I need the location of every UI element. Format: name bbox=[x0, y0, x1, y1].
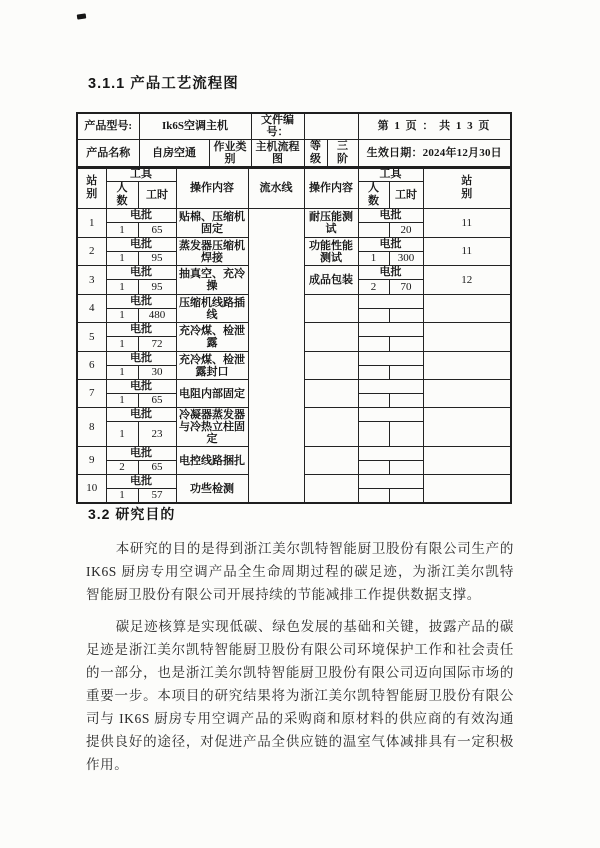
operation-cell-right bbox=[304, 352, 358, 380]
tool-header-left: 工具 bbox=[106, 167, 176, 182]
operation-cell-right bbox=[304, 380, 358, 408]
operation-cell-left: 充冷煤、检泄露 bbox=[176, 323, 248, 352]
operation-cell-left: 充冷煤、检泄露封口 bbox=[176, 352, 248, 380]
tool-name-cell-right bbox=[358, 380, 423, 394]
people-header-right-text: 人数 bbox=[367, 182, 379, 208]
work-hours-cell-left: 65 bbox=[138, 223, 176, 238]
work-hours-cell-left: 72 bbox=[138, 337, 176, 352]
station-cell-left: 7 bbox=[77, 380, 106, 408]
people-count-cell-right: 1 bbox=[358, 252, 389, 266]
tool-name-cell-left: 电批 bbox=[106, 475, 176, 489]
station-header-right bbox=[423, 167, 511, 209]
station-cell-left: 8 bbox=[77, 408, 106, 447]
product-name-value: 自房空通 bbox=[139, 139, 209, 168]
people-count-cell-right bbox=[358, 461, 389, 475]
page-number-info: 第 1 页 ： 共 1 3 页 bbox=[358, 113, 511, 139]
job-type-label: 作业类别 bbox=[209, 139, 251, 168]
people-count-cell-left: 1 bbox=[106, 489, 138, 504]
product-model-label: 产品型号: bbox=[77, 113, 139, 139]
flow-line-cell bbox=[248, 209, 304, 504]
research-purpose-paragraph-2: 碳足迹核算是实现低碳、绿色发展的基础和关键，披露产品的碳足迹是浙江美尔凯特智能厨卫股份有限公司环境保护工作和社会责任的一部分，也是浙江美尔凯特智能厨卫股份有限公司迈向国际市场的重要一步。本项目的研究结果将为浙江美尔凯特智能厨卫股份有限公司与 IK6S 厨房专用空调产品的采购商和原材料的供应商的有效沟通提供良好的途径，对促进产品全供应链的温室气体减排具有一定积极作用。 bbox=[86, 619, 514, 772]
people-header-right bbox=[358, 182, 389, 209]
station-cell-right bbox=[423, 408, 511, 447]
tool-name-cell-left: 电批 bbox=[106, 238, 176, 252]
people-count-cell-right bbox=[358, 489, 389, 504]
people-count-cell-left: 1 bbox=[106, 422, 138, 447]
operation-cell-right: 成品包装 bbox=[304, 266, 358, 295]
doc-number-label: 文件编号： bbox=[251, 113, 304, 139]
station-cell-left: 5 bbox=[77, 323, 106, 352]
level-value-text: 三阶 bbox=[336, 140, 348, 166]
station-cell-right: 11 bbox=[423, 209, 511, 238]
people-count-cell-right bbox=[358, 422, 389, 447]
product-info-table bbox=[76, 112, 512, 169]
process-table-body bbox=[77, 167, 511, 503]
people-count-cell-left: 1 bbox=[106, 223, 138, 238]
tool-header-right: 工具 bbox=[358, 167, 423, 182]
operation-cell-left: 压缩机线路插线 bbox=[176, 295, 248, 323]
tool-name-cell-right bbox=[358, 323, 423, 337]
tool-name-cell-left: 电批 bbox=[106, 295, 176, 309]
operation-header-right: 操作内容 bbox=[304, 167, 358, 209]
work-hours-cell-right bbox=[389, 422, 423, 447]
station-cell-right bbox=[423, 447, 511, 475]
work-hours-cell-right: 20 bbox=[389, 223, 423, 238]
operation-cell-left: 冷凝器蒸发器与冷热立柱固定 bbox=[176, 408, 248, 447]
tool-name-cell-right: 电批 bbox=[358, 209, 423, 223]
tool-name-cell-left: 电批 bbox=[106, 380, 176, 394]
tool-name-cell-right bbox=[358, 475, 423, 489]
operation-cell-left: 抽真空、充冷操 bbox=[176, 266, 248, 295]
station-cell-left: 1 bbox=[77, 209, 106, 238]
process-row-group-1 bbox=[77, 209, 511, 223]
operation-header-left: 操作内容 bbox=[176, 167, 248, 209]
effective-date: 生效日期：2024年12月30日 bbox=[358, 139, 511, 168]
station-cell-left: 10 bbox=[77, 475, 106, 504]
work-hours-cell-right: 300 bbox=[389, 252, 423, 266]
work-hours-cell-right bbox=[389, 461, 423, 475]
work-hours-cell-left: 57 bbox=[138, 489, 176, 504]
tool-name-cell-left: 电批 bbox=[106, 266, 176, 280]
people-header-left bbox=[106, 182, 138, 209]
work-hours-cell-right bbox=[389, 394, 423, 408]
tool-name-cell-left: 电批 bbox=[106, 447, 176, 461]
people-count-cell-right bbox=[358, 337, 389, 352]
work-hours-cell-left: 30 bbox=[138, 366, 176, 380]
people-count-cell-left: 1 bbox=[106, 309, 138, 323]
operation-cell-right: 耐压能测试 bbox=[304, 209, 358, 238]
operation-cell-left: 蒸发器压缩机焊接 bbox=[176, 238, 248, 266]
tool-name-cell-right bbox=[358, 447, 423, 461]
station-cell-left: 2 bbox=[77, 238, 106, 266]
process-header-row-1 bbox=[77, 167, 511, 182]
hours-header-right: 工时 bbox=[389, 182, 423, 209]
station-header-left-text: 站别 bbox=[86, 175, 98, 201]
work-hours-cell-right bbox=[389, 309, 423, 323]
work-hours-cell-left: 23 bbox=[138, 422, 176, 447]
product-model-value: Ik6S空调主机 bbox=[139, 113, 251, 139]
tool-name-cell-right bbox=[358, 408, 423, 422]
operation-cell-right bbox=[304, 323, 358, 352]
station-cell-right bbox=[423, 380, 511, 408]
operation-cell-right bbox=[304, 475, 358, 504]
station-cell-right bbox=[423, 475, 511, 504]
operation-cell-right bbox=[304, 295, 358, 323]
operation-cell-right bbox=[304, 408, 358, 447]
work-hours-cell-right bbox=[389, 366, 423, 380]
level-label bbox=[304, 139, 327, 168]
hours-header-left: 工时 bbox=[138, 182, 176, 209]
process-flow-table bbox=[76, 166, 512, 504]
work-hours-cell-left: 65 bbox=[138, 394, 176, 408]
flow-line-header: 流水线 bbox=[248, 167, 304, 209]
work-hours-cell-right bbox=[389, 489, 423, 504]
people-count-cell-left: 1 bbox=[106, 252, 138, 266]
operation-cell-left: 电阻内部固定 bbox=[176, 380, 248, 408]
tool-name-cell-left: 电批 bbox=[106, 209, 176, 223]
work-hours-cell-right bbox=[389, 337, 423, 352]
tool-name-cell-right: 电批 bbox=[358, 238, 423, 252]
operation-cell-right bbox=[304, 447, 358, 475]
people-count-cell-left: 2 bbox=[106, 461, 138, 475]
people-count-cell-right bbox=[358, 366, 389, 380]
people-count-cell-left: 1 bbox=[106, 394, 138, 408]
research-purpose-section bbox=[86, 504, 514, 785]
operation-cell-right: 功能性能测试 bbox=[304, 238, 358, 266]
station-cell-right: 12 bbox=[423, 266, 511, 295]
product-name-label: 产品名称 bbox=[77, 139, 139, 168]
people-count-cell-right: 2 bbox=[358, 280, 389, 295]
station-cell-right bbox=[423, 323, 511, 352]
info-row-1 bbox=[77, 113, 511, 139]
doc-number-value bbox=[304, 113, 358, 139]
people-count-cell-left: 1 bbox=[106, 366, 138, 380]
tool-name-cell-left: 电批 bbox=[106, 352, 176, 366]
tool-name-cell-right: 电批 bbox=[358, 266, 423, 280]
scan-artifact-mark bbox=[77, 13, 87, 19]
section-title-process-flow: 3.1.1 产品工艺流程图 bbox=[88, 76, 239, 92]
station-header-left bbox=[77, 167, 106, 209]
station-header-right-text: 站别 bbox=[461, 175, 473, 201]
research-purpose-paragraph-1: 本研究的目的是得到浙江美尔凯特智能厨卫股份有限公司生产的 IK6S 厨房专用空调产品全生命周期过程的碳足迹，为浙江美尔凯特智能厨卫股份有限公司开展持续的节能减排工作提供数据支撑。 bbox=[86, 541, 514, 602]
tool-name-cell-right bbox=[358, 352, 423, 366]
work-hours-cell-left: 95 bbox=[138, 252, 176, 266]
section-title-research-purpose: 3.2 研究目的 bbox=[88, 506, 176, 522]
station-cell-left: 3 bbox=[77, 266, 106, 295]
people-count-cell-left: 1 bbox=[106, 337, 138, 352]
operation-cell-left: 贴棉、压缩机固定 bbox=[176, 209, 248, 238]
operation-cell-left: 电控线路捆扎 bbox=[176, 447, 248, 475]
people-count-cell-right bbox=[358, 223, 389, 238]
work-hours-cell-left: 480 bbox=[138, 309, 176, 323]
station-cell-right: 11 bbox=[423, 238, 511, 266]
station-cell-left: 4 bbox=[77, 295, 106, 323]
info-row-2 bbox=[77, 139, 511, 168]
operation-cell-left: 功些检测 bbox=[176, 475, 248, 504]
doc-title-value: 主机流程图 bbox=[251, 139, 304, 168]
station-cell-right bbox=[423, 295, 511, 323]
people-header-left-text: 人数 bbox=[116, 182, 128, 208]
people-count-cell-left: 1 bbox=[106, 280, 138, 295]
work-hours-cell-left: 95 bbox=[138, 280, 176, 295]
tool-name-cell-right bbox=[358, 295, 423, 309]
work-hours-cell-right: 70 bbox=[389, 280, 423, 295]
tool-name-cell-left: 电批 bbox=[106, 408, 176, 422]
station-cell-left: 6 bbox=[77, 352, 106, 380]
station-cell-right bbox=[423, 352, 511, 380]
tool-name-cell-left: 电批 bbox=[106, 323, 176, 337]
level-label-text: 等级 bbox=[309, 140, 321, 166]
people-count-cell-right bbox=[358, 394, 389, 408]
people-count-cell-right bbox=[358, 309, 389, 323]
level-value bbox=[327, 139, 358, 168]
work-hours-cell-left: 65 bbox=[138, 461, 176, 475]
station-cell-left: 9 bbox=[77, 447, 106, 475]
